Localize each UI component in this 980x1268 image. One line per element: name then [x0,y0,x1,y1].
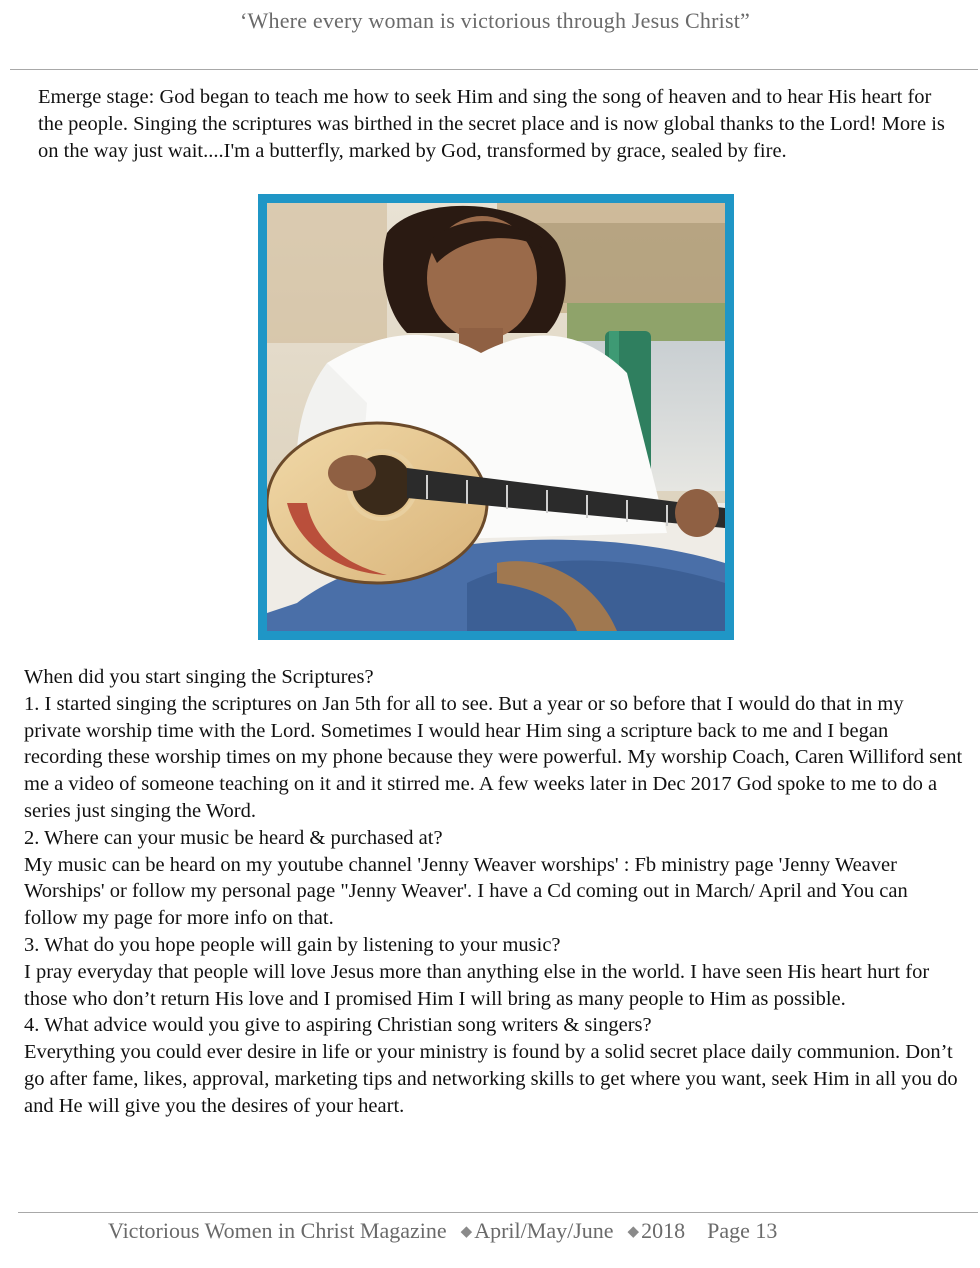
woman-playing-guitar-illustration [267,203,725,631]
diamond-icon: ◆ [460,1224,473,1240]
magazine-name: Victorious Women in Christ Magazine [108,1218,447,1243]
artist-photo [258,194,734,640]
answer-4: Everything you could ever desire in life or your ministry is found by a solid secret place daily communion. Don’t go after fame, likes, approval, marketing tips and networking skills to get where you want, seek Him in all you do and He will give you the desires of your heart. [24,1041,958,1117]
question-4: 4. What advice would you give to aspiring Christian song writers & singers? [24,1014,652,1037]
question-2: 2. Where can your music be heard & purchased at? [24,826,443,849]
issue-months: April/May/June [474,1218,614,1243]
interview-qa [24,664,964,1120]
answer-2: My music can be heard on my youtube channel 'Jenny Weaver worships' : Fb ministry page 'Jenny Weaver Worships' or follow my personal page "Jenny Weaver'. I have a Cd coming out in March/ April and You can follow my page for more info on that. [24,853,908,930]
footer-divider [18,1212,978,1213]
issue-year: 2018 [641,1218,686,1243]
page-footer [108,1218,968,1244]
intro-paragraph: Emerge stage: God began to teach me how to seek Him and sing the song of heaven and to hear His heart for the people. Singing the scriptures was birthed in the secret place and is now global thanks to the Lord! More is on the way just wait....I'm a butterfly, marked by God, transformed by grace, sealed by fire. [38,86,945,162]
answer-1: 1. I started singing the scriptures on Jan 5th for all to see. But a year or so before that I would do that in my private worship time with the Lord. Sometimes I would hear Him sing a scripture back to me and I began recording these worship times on my phone because they were powerful. My worship Coach, Caren Williford sent me a video of someone teaching on it and it stirred me. A few weeks later in Dec 2017 God spoke to me to do a series just singing the Word. [24,692,963,822]
answer-3: I pray everyday that people will love Jesus more than anything else in the world. I have seen His heart hurt for those who don’t return His love and I promised Him I will bring as many people to Him as possible. [24,960,930,1010]
question-1: When did you start singing the Scriptures? [24,666,374,688]
header-tagline: ‘Where every woman is victorious through Jesus Christ” [240,8,750,33]
diamond-icon: ◆ [627,1224,640,1240]
header-divider [10,69,978,70]
question-3: 3. What do you hope people will gain by listening to your music? [24,933,561,956]
page-number: Page 13 [707,1218,778,1243]
